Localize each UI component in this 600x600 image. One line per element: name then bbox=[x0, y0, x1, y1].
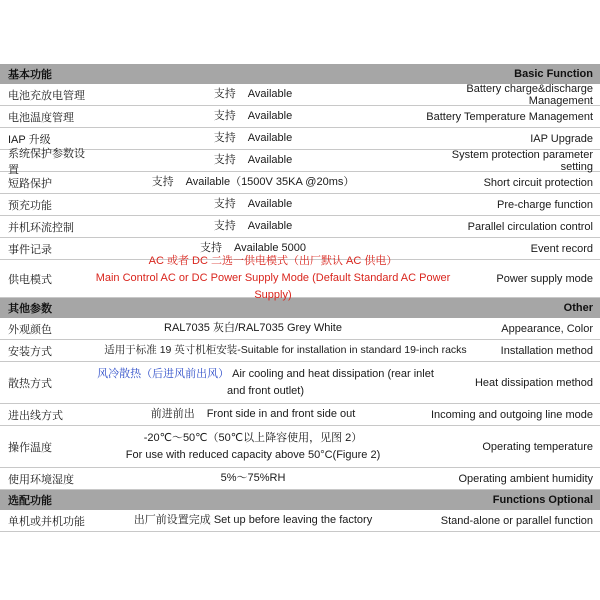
row-label-en: IAP Upgrade bbox=[530, 132, 593, 145]
row-value: 适用于标准 19 英寸机柜安装-Suitable for installation in standard 19-inch racks bbox=[104, 344, 467, 356]
row-label-zh: 电池充放电管理 bbox=[8, 89, 85, 102]
row-value: RAL7035 灰白/RAL7035 Grey White bbox=[164, 322, 342, 334]
table-row bbox=[0, 216, 600, 238]
row-value: 支持 Available bbox=[213, 88, 293, 100]
row-label-zh: 操作温度 bbox=[8, 441, 52, 454]
row-label-en: System protection parameter setting bbox=[451, 148, 593, 173]
table-row-power-supply bbox=[0, 255, 600, 301]
row-label-zh: 预充功能 bbox=[8, 199, 52, 212]
row-value: 前进前出 Front side in and front side out bbox=[150, 408, 356, 420]
row-label-zh: 并机环流控制 bbox=[8, 221, 74, 234]
row-value: 支持 Available（1500V 35KA @20ms） bbox=[151, 176, 355, 188]
row-label-zh: IAP 升级 bbox=[8, 133, 51, 146]
section-title-zh: 基本功能 bbox=[8, 69, 52, 81]
row-label-en: Pre-charge function bbox=[497, 198, 593, 211]
row-value: 5%～75%RH bbox=[220, 472, 286, 484]
row-value: -20℃～50℃（50℃以上降容使用，见图 2） For use with reduced capacity above 50°C(Figure 2) bbox=[125, 431, 381, 461]
section-header-optional bbox=[0, 490, 600, 510]
row-label-en: Power supply mode bbox=[496, 272, 593, 285]
row-label-en: Operating temperature bbox=[482, 440, 593, 453]
row-value: 支持 Available bbox=[213, 110, 293, 122]
row-value: 支持 Available bbox=[213, 198, 293, 210]
table-row bbox=[0, 404, 600, 426]
row-label-en: Appearance, Color bbox=[501, 322, 593, 335]
table-row bbox=[0, 106, 600, 128]
row-label-en: Battery charge&discharge Management bbox=[466, 82, 593, 107]
table-row bbox=[0, 510, 600, 532]
row-label-zh: 进出线方式 bbox=[8, 409, 63, 422]
row-label-zh: 电池温度管理 bbox=[8, 111, 74, 124]
row-label-en: Stand-alone or parallel function bbox=[440, 514, 593, 527]
row-label-zh: 事件记录 bbox=[8, 243, 52, 256]
row-label-zh: 安装方式 bbox=[8, 345, 52, 358]
row-label-zh: 短路保护 bbox=[8, 177, 52, 190]
row-label-en: Operating ambient humidity bbox=[458, 472, 593, 485]
table-row bbox=[0, 362, 600, 404]
table-row bbox=[0, 340, 600, 362]
spec-table bbox=[0, 64, 600, 532]
row-label-en: Parallel circulation control bbox=[467, 220, 593, 233]
row-label-en: Event record bbox=[530, 242, 593, 255]
power-supply-value: AC 或者 DC 二选一供电模式（出厂默认 AC 供电） Main Control AC or DC Power Supply Mode (Default Standard AC Power Supply) bbox=[95, 255, 451, 301]
section-title-en: Functions Optional bbox=[492, 494, 593, 506]
section-header-basic bbox=[0, 64, 600, 84]
table-row bbox=[0, 468, 600, 490]
table-row bbox=[0, 172, 600, 194]
row-label-zh: 使用环境湿度 bbox=[8, 473, 74, 486]
row-label-en: Battery Temperature Management bbox=[426, 110, 593, 123]
section-title-en: Basic Function bbox=[514, 68, 593, 80]
row-value: 支持 Available 5000 bbox=[200, 242, 306, 254]
row-label-zh: 系统保护参数设置 bbox=[8, 147, 85, 176]
section-title-zh: 选配功能 bbox=[8, 495, 52, 507]
row-value: 支持 Available bbox=[213, 220, 293, 232]
row-label-en: Incoming and outgoing line mode bbox=[430, 408, 593, 421]
row-value: 出厂前设置完成 Set up before leaving the factory bbox=[133, 514, 373, 526]
row-value: 支持 Available bbox=[213, 132, 293, 144]
row-label-en: Short circuit protection bbox=[483, 176, 593, 189]
row-label-zh: 单机或并机功能 bbox=[8, 515, 85, 528]
table-row bbox=[0, 194, 600, 216]
row-value: 风冷散热（后进风前出风） Air cooling and heat dissipation (rear inlet and front outlet) bbox=[97, 367, 434, 397]
section-title-zh: 其他参数 bbox=[8, 303, 52, 315]
section-title-en: Other bbox=[563, 302, 593, 314]
table-row bbox=[0, 128, 600, 150]
table-row bbox=[0, 84, 600, 106]
row-label-zh: 外观颜色 bbox=[8, 323, 52, 336]
table-row bbox=[0, 426, 600, 468]
row-label-zh: 散热方式 bbox=[8, 377, 52, 390]
row-label-en: Installation method bbox=[500, 344, 593, 357]
row-value: 支持 Available bbox=[213, 154, 293, 166]
row-label-zh: 供电模式 bbox=[8, 273, 52, 286]
row-label-en: Heat dissipation method bbox=[474, 376, 593, 389]
table-row bbox=[0, 147, 600, 176]
table-row bbox=[0, 318, 600, 340]
